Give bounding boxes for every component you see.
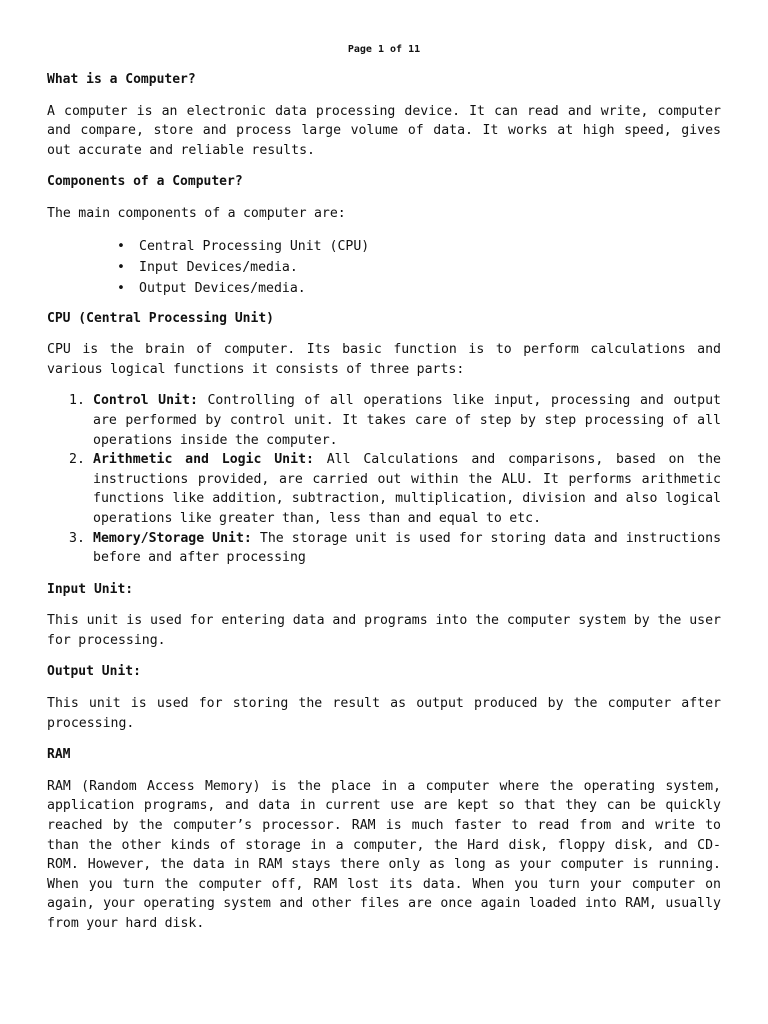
list-item bbox=[115, 278, 721, 299]
components-list bbox=[47, 236, 721, 299]
paragraph-what-is-computer: A computer is an electronic data processing device. It can read and write, computer and compare, store and process large volume of data. It works at high speed, gives out accurate and reliable results. bbox=[47, 103, 721, 158]
paragraph-input-unit: This unit is used for entering data and programs into the computer system by the user for processing. bbox=[47, 613, 721, 648]
list-number: 2. bbox=[69, 452, 85, 468]
term-description: Controlling of all operations like input, processing and output are performed by control unit. It takes care of step by step processing of all operations inside the computer. bbox=[93, 393, 721, 448]
paragraph-output-unit: This unit is used for storing the result as output produced by the computer after processing. bbox=[47, 696, 721, 731]
list-item bbox=[69, 391, 721, 450]
page-number: Page 1 of 11 bbox=[347, 44, 421, 55]
list-number: 1. bbox=[69, 393, 85, 409]
term-alu: Arithmetic and Logic Unit: bbox=[93, 452, 314, 468]
heading-what-is-computer: What is a Computer? bbox=[47, 72, 196, 87]
list-item-text: Input Devices/media. bbox=[139, 259, 298, 275]
list-item bbox=[115, 257, 721, 278]
list-number: 3. bbox=[69, 530, 85, 546]
heading-output-unit: Output Unit: bbox=[47, 664, 141, 680]
paragraph-components-intro: The main components of a computer are: bbox=[47, 205, 346, 221]
cpu-parts-list bbox=[47, 391, 721, 567]
bullet-icon: • bbox=[117, 280, 125, 296]
list-item-text: Output Devices/media. bbox=[139, 280, 306, 296]
bullet-icon: • bbox=[117, 238, 125, 254]
list-item-text: Central Processing Unit (CPU) bbox=[139, 238, 370, 254]
heading-input-unit: Input Unit: bbox=[47, 581, 134, 597]
term-description: The storage unit is used for storing data and instructions before and after processing bbox=[93, 530, 722, 566]
bullet-icon: • bbox=[117, 259, 125, 275]
list-item bbox=[115, 236, 721, 257]
paragraph-ram: RAM (Random Access Memory) is the place in a computer where the operating system, application programs, and data in current use are kept so that they can be quickly reached by the computer’s processor. RAM is much faster to read from and write to than the other kinds of storage in a computer, the Hard disk, floppy disk, and CD-ROM. However, the data in RAM stays there only as long as your computer is running. When you turn the computer off, RAM lost its data. When you turn your computer on again, your operating system and other files are once again loaded into RAM, usually from your hard disk. bbox=[47, 778, 721, 931]
term-control-unit: Control Unit: bbox=[93, 393, 198, 409]
list-item bbox=[69, 529, 722, 568]
heading-cpu: CPU (Central Processing Unit) bbox=[47, 310, 274, 326]
list-item bbox=[69, 450, 721, 528]
paragraph-cpu-intro: CPU is the brain of computer. Its basic function is to perform calculations and various logical functions it consists of three parts: bbox=[47, 342, 721, 377]
heading-ram: RAM bbox=[47, 747, 71, 763]
heading-components: Components of a Computer? bbox=[47, 174, 243, 190]
term-memory-unit: Memory/Storage Unit: bbox=[93, 530, 252, 546]
term-description: All Calculations and comparisons, based on the instructions provided, are carried out within the ALU. It performs arithmetic functions like addition, subtraction, multiplication, division and also logical operations like greater than, less than and equal to etc. bbox=[93, 452, 721, 526]
